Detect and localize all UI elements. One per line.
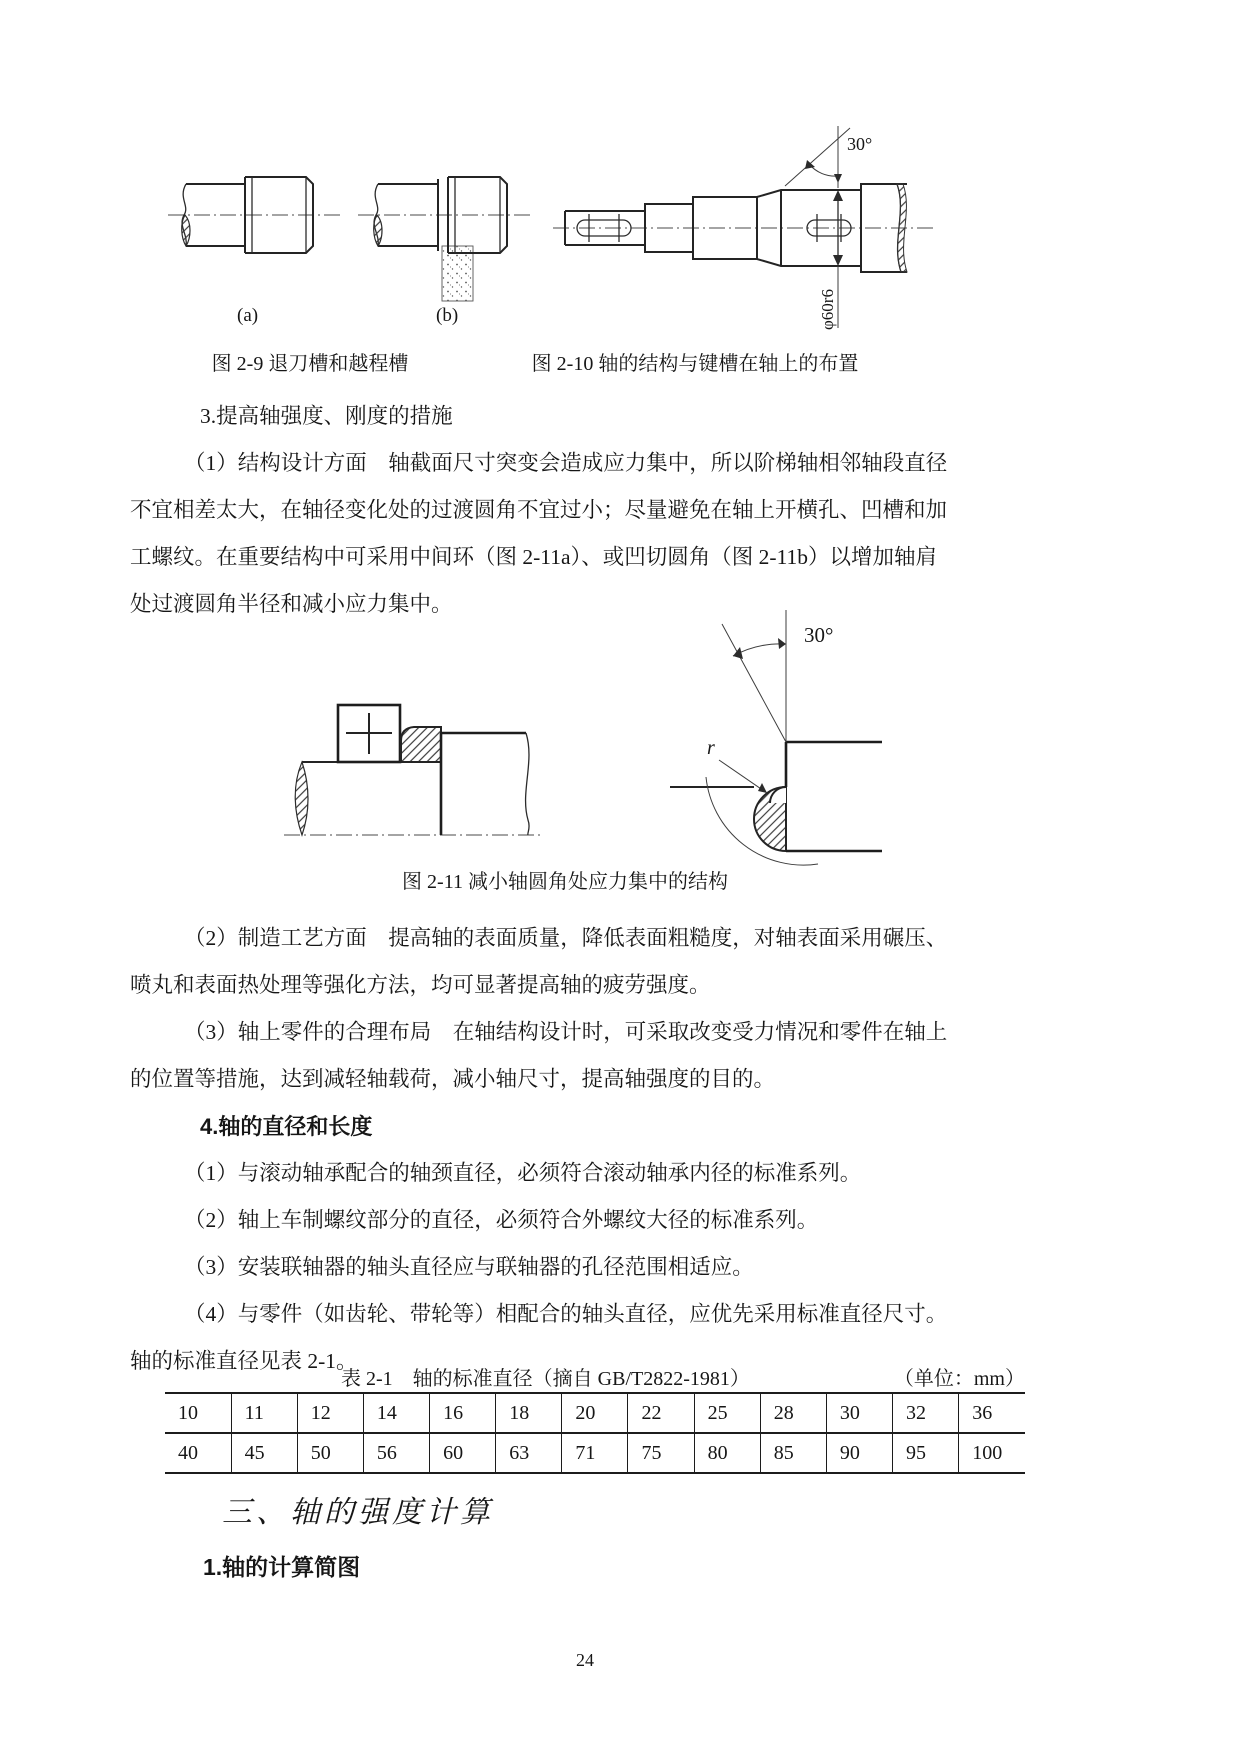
table-cell: 16 (430, 1393, 496, 1433)
table-cell: 36 (959, 1393, 1025, 1433)
table-cell: 28 (760, 1393, 826, 1433)
table-cell: 20 (562, 1393, 628, 1433)
table-cell: 10 (165, 1393, 231, 1433)
table-cell: 30 (826, 1393, 892, 1433)
table-cell: 50 (297, 1433, 363, 1473)
standard-diameter-table (165, 1392, 1025, 1474)
table-cell: 75 (628, 1433, 694, 1473)
shaft-section-b (358, 177, 532, 326)
paragraph-line: 工螺纹。在重要结构中可采用中间环（图 2-11a）、或凹切圆角（图 2-11b）以增加轴肩 (130, 545, 938, 569)
fig-2-10-dim-label: φ60r6 (818, 289, 837, 330)
shaft-section-a (168, 177, 340, 326)
table-unit-label: （单位：mm） (893, 1368, 1025, 1390)
table-cell: 32 (893, 1393, 959, 1433)
table-cell: 100 (959, 1433, 1025, 1473)
table-row (165, 1433, 1025, 1473)
undercut-fillet-drawing (670, 610, 882, 865)
fig-2-9-label-a: (a) (237, 305, 259, 326)
page-number: 24 (576, 1650, 594, 1670)
table-cell: 14 (363, 1393, 429, 1433)
diameter-dimension (818, 190, 843, 330)
intermediate-ring (401, 727, 441, 762)
grinding-wheel-section (442, 246, 473, 301)
fig-2-11-angle-label: 30° (804, 623, 834, 647)
table-row (165, 1393, 1025, 1433)
angle-annotation (785, 126, 872, 188)
paragraph-line: （3）轴上零件的合理布局 在轴结构设计时，可采取改变受力情况和零件在轴上 (184, 1020, 948, 1044)
table-cell: 11 (231, 1393, 297, 1433)
table-caption-row (165, 1366, 1025, 1392)
section-4-block (130, 915, 1120, 1385)
sub-heading-calc-diagram: 1.轴的计算简图 (203, 1554, 361, 1580)
figure-2-10-drawing (545, 100, 940, 340)
paragraph-line: 轴的标准直径见表 2-1。 (130, 1349, 358, 1373)
table-cell: 22 (628, 1393, 694, 1433)
table-cell: 45 (231, 1433, 297, 1473)
fig-2-11-radius-label: r (707, 737, 715, 759)
paragraph-line: （1）结构设计方面 轴截面尺寸突变会造成应力集中，所以阶梯轴相邻轴段直径 (184, 451, 948, 475)
figure-2-10-caption: 图 2-10 轴的结构与键槽在轴上的布置 (531, 353, 859, 375)
paragraph-line: 处过渡圆角半径和减小应力集中。 (130, 592, 453, 616)
table-cell: 85 (760, 1433, 826, 1473)
table-cell: 18 (496, 1393, 562, 1433)
paragraph-line: 不宜相差太大，在轴径变化处的过渡圆角不宜过小；尽量避免在轴上开横孔、凹槽和加 (130, 498, 948, 522)
table-cell: 40 (178, 1441, 198, 1464)
section-heading-strength-calc: 三、轴的强度计算 (222, 1496, 494, 1529)
section-4-heading: 4.轴的直径和长度 (200, 1114, 373, 1139)
fig-2-9-label-b: (b) (436, 305, 459, 326)
list-item: （3）安装联轴器的轴头直径应与联轴器的孔径范围相适应。 (184, 1255, 754, 1279)
table-cell: 60 (430, 1433, 496, 1473)
table-caption: 表 2-1 轴的标准直径（摘自 GB/T2822-1981） (341, 1368, 750, 1390)
table-cell: 12 (297, 1393, 363, 1433)
figure-2-9-caption: 图 2-9 退刀槽和越程槽 (211, 353, 409, 375)
table-cell: 25 (694, 1393, 760, 1433)
table-cell: 90 (826, 1433, 892, 1473)
paragraph-line: （2）制造工艺方面 提高轴的表面质量，降低表面粗糙度，对轴表面采用碾压、 (184, 926, 948, 950)
section-3-heading: 3.提高轴强度、刚度的措施 (200, 404, 453, 428)
paragraph-line: 的位置等措施，达到减轻轴载荷，减小轴尺寸，提高轴强度的目的。 (130, 1067, 776, 1091)
list-item: （1）与滚动轴承配合的轴颈直径，必须符合滚动轴承内径的标准系列。 (184, 1161, 862, 1185)
paragraph-line: 喷丸和表面热处理等强化方法，均可显著提高轴的疲劳强度。 (130, 973, 711, 997)
fig-2-10-angle-label: 30° (847, 134, 873, 154)
intermediate-ring-drawing (284, 705, 542, 835)
table-cell: 63 (496, 1433, 562, 1473)
table-cell: 95 (893, 1433, 959, 1473)
table-cell: 80 (694, 1433, 760, 1473)
table-cell: 56 (363, 1433, 429, 1473)
table-cell: 71 (562, 1433, 628, 1473)
list-item: （4）与零件（如齿轮、带轮等）相配合的轴头直径，应优先采用标准直径尺寸。 (184, 1302, 948, 1326)
figure-2-9-drawing (140, 118, 540, 328)
figure-2-11-drawing (270, 592, 882, 867)
list-item: （2）轴上车制螺纹部分的直径，必须符合外螺纹大径的标准系列。 (184, 1208, 819, 1232)
figure-2-11-caption: 图 2-11 减小轴圆角处应力集中的结构 (402, 871, 728, 893)
